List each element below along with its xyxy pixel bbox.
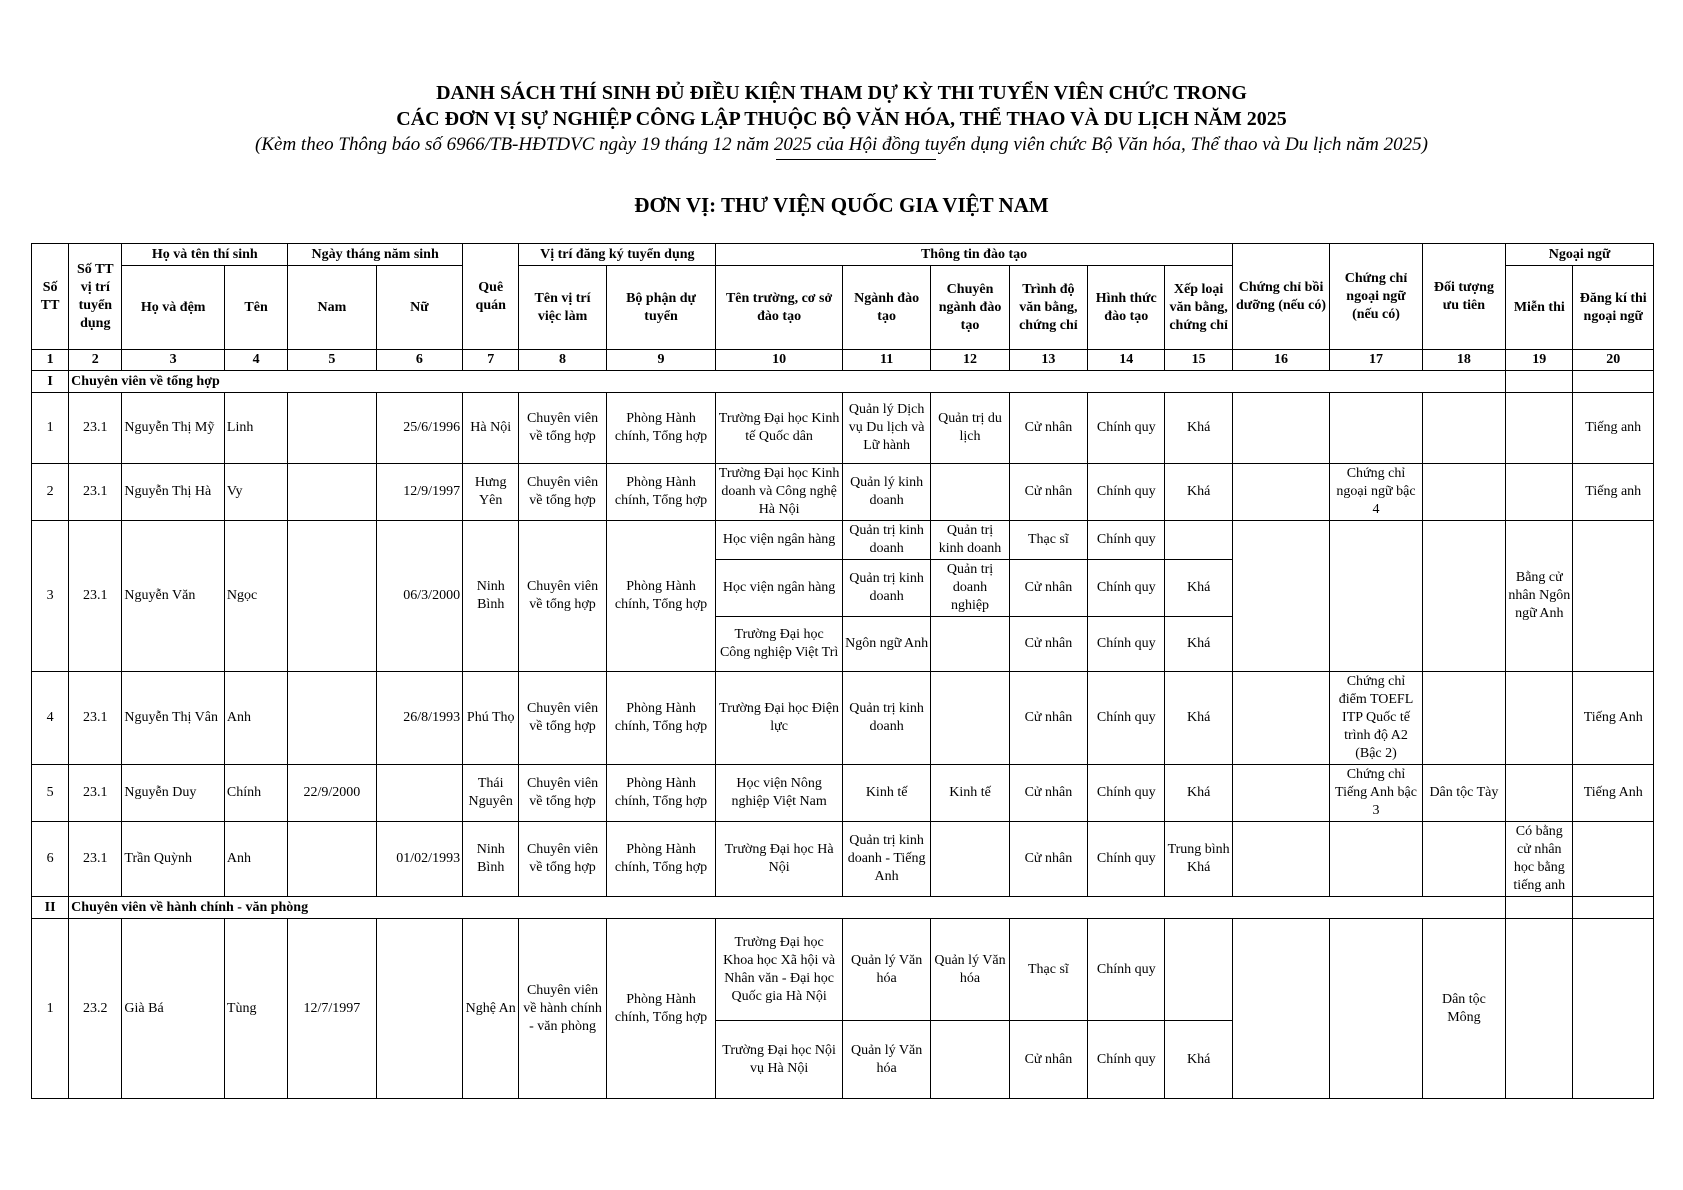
cell-ten-truong: Học viện ngân hàng: [716, 521, 843, 560]
cell-xep-loai: Khá: [1165, 672, 1232, 765]
cell-dang-ki: [1573, 822, 1654, 897]
cell-nam: [288, 672, 376, 765]
col-number: 10: [716, 350, 843, 371]
cell-nganh: Quản lý Dịch vụ Du lịch và Lữ hành: [842, 393, 930, 464]
cell-hinh-thuc: Chính quy: [1088, 1021, 1165, 1099]
cell-mien-thi: Có bằng cử nhân học bằng tiếng anh: [1506, 822, 1573, 897]
cell-ten-truong: Trường Đại học Công nghiệp Việt Trì: [716, 617, 843, 672]
cell-bo-phan: Phòng Hành chính, Tổng hợp: [606, 765, 716, 822]
cell-stt-vitri: 23.1: [69, 672, 122, 765]
cell-mien-thi: [1506, 919, 1573, 1099]
cell-chuyen-nganh: [931, 672, 1009, 765]
cell-stt: 2: [32, 464, 69, 521]
cell-hinh-thuc: Chính quy: [1088, 560, 1165, 617]
cell-que-quan: Phú Thọ: [463, 672, 519, 765]
cell-mien-thi: [1506, 765, 1573, 822]
cell-chuyen-nganh: Quản lý Văn hóa: [931, 919, 1009, 1021]
col-header-stt-vitri: Số TT vị trí tuyển dụng: [69, 244, 122, 350]
cell-nu: 01/02/1993: [376, 822, 462, 897]
unit-title: ĐƠN VỊ: THƯ VIỆN QUỐC GIA VIỆT NAM: [634, 193, 1049, 217]
col-group-daotao: Thông tin đào tạo: [716, 244, 1233, 266]
cell-ho-dem: Nguyễn Thị Mỹ: [122, 393, 225, 464]
col-header-ten-truong: Tên trường, cơ sở đào tạo: [716, 266, 843, 350]
cell-bo-phan: Phòng Hành chính, Tổng hợp: [606, 521, 716, 672]
cell-nu: 25/6/1996: [376, 393, 462, 464]
cell-bo-phan: Phòng Hành chính, Tổng hợp: [606, 822, 716, 897]
cell-nganh: Quản trị kinh doanh: [842, 672, 930, 765]
cell-bo-phan: Phòng Hành chính, Tổng hợp: [606, 672, 716, 765]
col-header-xep-loai: Xếp loại văn bằng, chứng chỉ: [1165, 266, 1232, 350]
col-number: 5: [288, 350, 376, 371]
table-row: [32, 672, 1654, 765]
document-subtitle: (Kèm theo Thông báo số 6966/TB-HĐTDVC ngày 19 tháng 12 năm 2025 của Hội đồng tuyển dụng viên chức Bộ Văn hóa, Thể thao và Du lịch năm 2025): [255, 134, 1428, 155]
cell-trinh-do: Cử nhân: [1009, 393, 1087, 464]
cell-dang-ki: [1573, 521, 1654, 672]
col-group-vitri: Vị trí đăng ký tuyển dụng: [519, 244, 716, 266]
col-number: 20: [1573, 350, 1654, 371]
cell-trinh-do: Thạc sĩ: [1009, 919, 1087, 1021]
cell-cc-ngoai-ngu: Chứng chỉ điểm TOEFL ITP Quốc tế trình độ A2 (Bậc 2): [1330, 672, 1422, 765]
cell-stt-vitri: 23.1: [69, 393, 122, 464]
cell-trinh-do: Cử nhân: [1009, 822, 1087, 897]
cell-trinh-do: Cử nhân: [1009, 560, 1087, 617]
cell-ten-vitri: Chuyên viên về tổng hợp: [519, 672, 606, 765]
section-title: Chuyên viên về tổng hợp: [69, 371, 1506, 393]
col-header-stt: Số TT: [32, 244, 69, 350]
cell-hinh-thuc: Chính quy: [1088, 822, 1165, 897]
cell-dang-ki: Tiếng anh: [1573, 464, 1654, 521]
col-number: 4: [224, 350, 287, 371]
cell-doi-tuong: [1422, 672, 1505, 765]
col-number: 15: [1165, 350, 1232, 371]
cell-que-quan: Nghệ An: [463, 919, 519, 1099]
col-header-nganh: Ngành đào tạo: [842, 266, 930, 350]
col-number: 14: [1088, 350, 1165, 371]
cell-nganh: Quản trị kinh doanh: [842, 521, 930, 560]
col-number: 9: [606, 350, 716, 371]
cell-trinh-do: Cử nhân: [1009, 765, 1087, 822]
cell-cc-boi-duong: [1232, 765, 1329, 822]
section-row: [32, 897, 1654, 919]
cell-ho-dem: Trần Quỳnh: [122, 822, 225, 897]
table-row: [32, 919, 1654, 1021]
cell-ho-dem: Nguyễn Thị Vân: [122, 672, 225, 765]
cell-ten: Chính: [224, 765, 287, 822]
col-number: 6: [376, 350, 462, 371]
cell-cc-boi-duong: [1232, 822, 1329, 897]
cell-ten: Linh: [224, 393, 287, 464]
cell-doi-tuong: [1422, 464, 1505, 521]
col-number: 2: [69, 350, 122, 371]
cell-stt-vitri: 23.1: [69, 464, 122, 521]
cell-chuyen-nganh: Quản trị du lịch: [931, 393, 1009, 464]
cell-dang-ki: Tiếng anh: [1573, 393, 1654, 464]
cell-stt: 6: [32, 822, 69, 897]
cell-cc-boi-duong: [1232, 919, 1329, 1099]
cell-doi-tuong: [1422, 521, 1505, 672]
col-header-doi-tuong: Đối tượng ưu tiên: [1422, 244, 1505, 350]
col-group-ngoai-ngu: Ngoại ngữ: [1506, 244, 1654, 266]
table-row: [32, 464, 1654, 521]
cell-xep-loai: [1165, 521, 1232, 560]
cell-doi-tuong: [1422, 822, 1505, 897]
cell-hinh-thuc: Chính quy: [1088, 521, 1165, 560]
cell-hinh-thuc: Chính quy: [1088, 765, 1165, 822]
col-number: 7: [463, 350, 519, 371]
cell-hinh-thuc: Chính quy: [1088, 464, 1165, 521]
cell-ten-truong: Trường Đại học Điện lực: [716, 672, 843, 765]
cell-xep-loai: Khá: [1165, 464, 1232, 521]
col-number: 18: [1422, 350, 1505, 371]
cell-nam: 12/7/1997: [288, 919, 376, 1099]
col-group-ngaysinh: Ngày tháng năm sinh: [288, 244, 463, 266]
cell-ten: Anh: [224, 672, 287, 765]
section-number: II: [32, 897, 69, 919]
cell-doi-tuong: Dân tộc Mông: [1422, 919, 1505, 1099]
cell-ten-truong: Trường Đại học Hà Nội: [716, 822, 843, 897]
cell-ten: Vy: [224, 464, 287, 521]
cell-chuyen-nganh: [931, 822, 1009, 897]
cell-nganh: Quản trị kinh doanh: [842, 560, 930, 617]
cell-ho-dem: Nguyễn Duy: [122, 765, 225, 822]
cell-trinh-do: Cử nhân: [1009, 1021, 1087, 1099]
cell-dang-ki: Tiếng Anh: [1573, 765, 1654, 822]
cell-nam: 22/9/2000: [288, 765, 376, 822]
section-number: I: [32, 371, 69, 393]
cell-stt-vitri: 23.1: [69, 521, 122, 672]
cell-nganh: Quản trị kinh doanh - Tiếng Anh: [842, 822, 930, 897]
table-row: [32, 521, 1654, 560]
cell-que-quan: Ninh Bình: [463, 822, 519, 897]
col-header-ten: Tên: [224, 266, 287, 350]
cell-ten-truong: Trường Đại học Nội vụ Hà Nội: [716, 1021, 843, 1099]
cell-cc-ngoai-ngu: [1330, 393, 1422, 464]
cell-xep-loai: Khá: [1165, 1021, 1232, 1099]
cell-nu: 12/9/1997: [376, 464, 462, 521]
cell-ten-vitri: Chuyên viên về tổng hợp: [519, 765, 606, 822]
cell-que-quan: Hà Nội: [463, 393, 519, 464]
cell-hinh-thuc: Chính quy: [1088, 919, 1165, 1021]
col-group-hoten: Họ và tên thí sinh: [122, 244, 288, 266]
col-header-que-quan: Quê quán: [463, 244, 519, 350]
cell-nu: 26/8/1993: [376, 672, 462, 765]
cell-chuyen-nganh: [931, 1021, 1009, 1099]
cell-xep-loai: Khá: [1165, 393, 1232, 464]
cell-chuyen-nganh: Quản trị doanh nghiệp: [931, 560, 1009, 617]
cell-bo-phan: Phòng Hành chính, Tổng hợp: [606, 919, 716, 1099]
cell-doi-tuong: [1422, 393, 1505, 464]
cell-nu: [376, 919, 462, 1099]
cell-ten-truong: Học viện ngân hàng: [716, 560, 843, 617]
col-header-bo-phan: Bộ phận dự tuyển: [606, 266, 716, 350]
cell-mien-thi: [1506, 464, 1573, 521]
cell-chuyen-nganh: Quản trị kinh doanh: [931, 521, 1009, 560]
section-title: Chuyên viên về hành chính - văn phòng: [69, 897, 1506, 919]
cell-cc-boi-duong: [1232, 393, 1329, 464]
cell-trinh-do: Thạc sĩ: [1009, 521, 1087, 560]
cell-nam: [288, 822, 376, 897]
cell-nganh: Quản lý kinh doanh: [842, 464, 930, 521]
col-header-hinh-thuc: Hình thức đào tạo: [1088, 266, 1165, 350]
cell-hinh-thuc: Chính quy: [1088, 617, 1165, 672]
cell-nu: [376, 765, 462, 822]
table-row: [32, 822, 1654, 897]
col-header-trinh-do: Trình độ văn bằng, chứng chỉ: [1009, 266, 1087, 350]
table-row: [32, 393, 1654, 464]
cell-cc-ngoai-ngu: [1330, 919, 1422, 1099]
col-number: 8: [519, 350, 606, 371]
cell-trinh-do: Cử nhân: [1009, 617, 1087, 672]
cell-hinh-thuc: Chính quy: [1088, 672, 1165, 765]
cell-mien-thi: [1506, 672, 1573, 765]
cell-cc-boi-duong: [1232, 672, 1329, 765]
cell-ten-truong: Học viện Nông nghiệp Việt Nam: [716, 765, 843, 822]
cell-nganh: Quản lý Văn hóa: [842, 1021, 930, 1099]
cell-stt: 5: [32, 765, 69, 822]
cell-xep-loai: Khá: [1165, 560, 1232, 617]
cell-xep-loai: [1165, 919, 1232, 1021]
cell-que-quan: Hưng Yên: [463, 464, 519, 521]
cell-ten-truong: Trường Đại học Kinh tế Quốc dân: [716, 393, 843, 464]
cell-ten: Ngọc: [224, 521, 287, 672]
cell-nam: [288, 393, 376, 464]
cell-que-quan: Ninh Bình: [463, 521, 519, 672]
col-number: 12: [931, 350, 1009, 371]
col-header-mien-thi: Miễn thi: [1506, 266, 1573, 350]
col-header-dang-ki: Đăng kí thi ngoại ngữ: [1573, 266, 1654, 350]
cell-dang-ki: Tiếng Anh: [1573, 672, 1654, 765]
cell-xep-loai: Khá: [1165, 765, 1232, 822]
cell-cc-boi-duong: [1232, 521, 1329, 672]
cell-cc-boi-duong: [1232, 464, 1329, 521]
cell-stt: 1: [32, 919, 69, 1099]
cell-trinh-do: Cử nhân: [1009, 464, 1087, 521]
cell-stt: 1: [32, 393, 69, 464]
col-header-cc-ngoai-ngu: Chứng chỉ ngoại ngữ (nếu có): [1330, 244, 1422, 350]
cell-nganh: Ngôn ngữ Anh: [842, 617, 930, 672]
cell-nam: [288, 521, 376, 672]
cell-mien-thi: [1506, 393, 1573, 464]
col-number: 3: [122, 350, 225, 371]
cell-ten: Anh: [224, 822, 287, 897]
cell-ten-vitri: Chuyên viên về tổng hợp: [519, 521, 606, 672]
document-title-line2: CÁC ĐƠN VỊ SỰ NGHIỆP CÔNG LẬP THUỘC BỘ VĂN HÓA, THỂ THAO VÀ DU LỊCH NĂM 2025: [396, 108, 1287, 130]
cell-bo-phan: Phòng Hành chính, Tổng hợp: [606, 464, 716, 521]
cell-cc-ngoai-ngu: Chứng chỉ ngoại ngữ bậc 4: [1330, 464, 1422, 521]
cell-stt-vitri: 23.1: [69, 822, 122, 897]
col-header-nu: Nữ: [376, 266, 462, 350]
cell-ten-vitri: Chuyên viên về tổng hợp: [519, 464, 606, 521]
document-title-line1: DANH SÁCH THÍ SINH ĐỦ ĐIỀU KIỆN THAM DỰ KỲ THI TUYỂN VIÊN CHỨC TRONG: [436, 82, 1247, 104]
col-header-nam: Nam: [288, 266, 376, 350]
cell-xep-loai: Khá: [1165, 617, 1232, 672]
cell-chuyen-nganh: [931, 617, 1009, 672]
cell-trinh-do: Cử nhân: [1009, 672, 1087, 765]
cell-xep-loai: Trung bình Khá: [1165, 822, 1232, 897]
cell-ten-vitri: Chuyên viên về hành chính - văn phòng: [519, 919, 606, 1099]
cell-ho-dem: Nguyễn Thị Hà: [122, 464, 225, 521]
cell-doi-tuong: Dân tộc Tày: [1422, 765, 1505, 822]
underline-divider: [776, 159, 936, 160]
cell-stt-vitri: 23.2: [69, 919, 122, 1099]
cell-ten: Tùng: [224, 919, 287, 1099]
cell-mien-thi: Bằng cử nhân Ngôn ngữ Anh: [1506, 521, 1573, 672]
col-header-chuyen-nganh: Chuyên ngành đào tạo: [931, 266, 1009, 350]
cell-ten-truong: Trường Đại học Khoa học Xã hội và Nhân văn - Đại học Quốc gia Hà Nội: [716, 919, 843, 1021]
cell-cc-ngoai-ngu: [1330, 822, 1422, 897]
col-number: 11: [842, 350, 930, 371]
cell-cc-ngoai-ngu: Chứng chỉ Tiếng Anh bậc 3: [1330, 765, 1422, 822]
col-number: 13: [1009, 350, 1087, 371]
cell-ten-vitri: Chuyên viên về tổng hợp: [519, 393, 606, 464]
col-number: 16: [1232, 350, 1329, 371]
col-number: 1: [32, 350, 69, 371]
cell-nam: [288, 464, 376, 521]
cell-ho-dem: Nguyễn Văn: [122, 521, 225, 672]
cell-que-quan: Thái Nguyên: [463, 765, 519, 822]
col-header-ten-vitri: Tên vị trí việc làm: [519, 266, 606, 350]
cell-nganh: Quản lý Văn hóa: [842, 919, 930, 1021]
col-header-cc-boi-duong: Chứng chỉ bồi dưỡng (nếu có): [1232, 244, 1329, 350]
candidate-table: [31, 243, 1654, 1099]
cell-hinh-thuc: Chính quy: [1088, 393, 1165, 464]
cell-nu: 06/3/2000: [376, 521, 462, 672]
cell-stt: 4: [32, 672, 69, 765]
cell-cc-ngoai-ngu: [1330, 521, 1422, 672]
cell-chuyen-nganh: Kinh tế: [931, 765, 1009, 822]
col-number: 17: [1330, 350, 1422, 371]
cell-ten-truong: Trường Đại học Kinh doanh và Công nghệ Hà Nội: [716, 464, 843, 521]
section-row: [32, 371, 1654, 393]
cell-dang-ki: [1573, 919, 1654, 1099]
cell-bo-phan: Phòng Hành chính, Tổng hợp: [606, 393, 716, 464]
cell-ten-vitri: Chuyên viên về tổng hợp: [519, 822, 606, 897]
cell-stt: 3: [32, 521, 69, 672]
cell-nganh: Kinh tế: [842, 765, 930, 822]
cell-chuyen-nganh: [931, 464, 1009, 521]
cell-ho-dem: Già Bá: [122, 919, 225, 1099]
cell-stt-vitri: 23.1: [69, 765, 122, 822]
col-header-ho-dem: Họ và đệm: [122, 266, 225, 350]
col-number: 19: [1506, 350, 1573, 371]
table-row: [32, 765, 1654, 822]
